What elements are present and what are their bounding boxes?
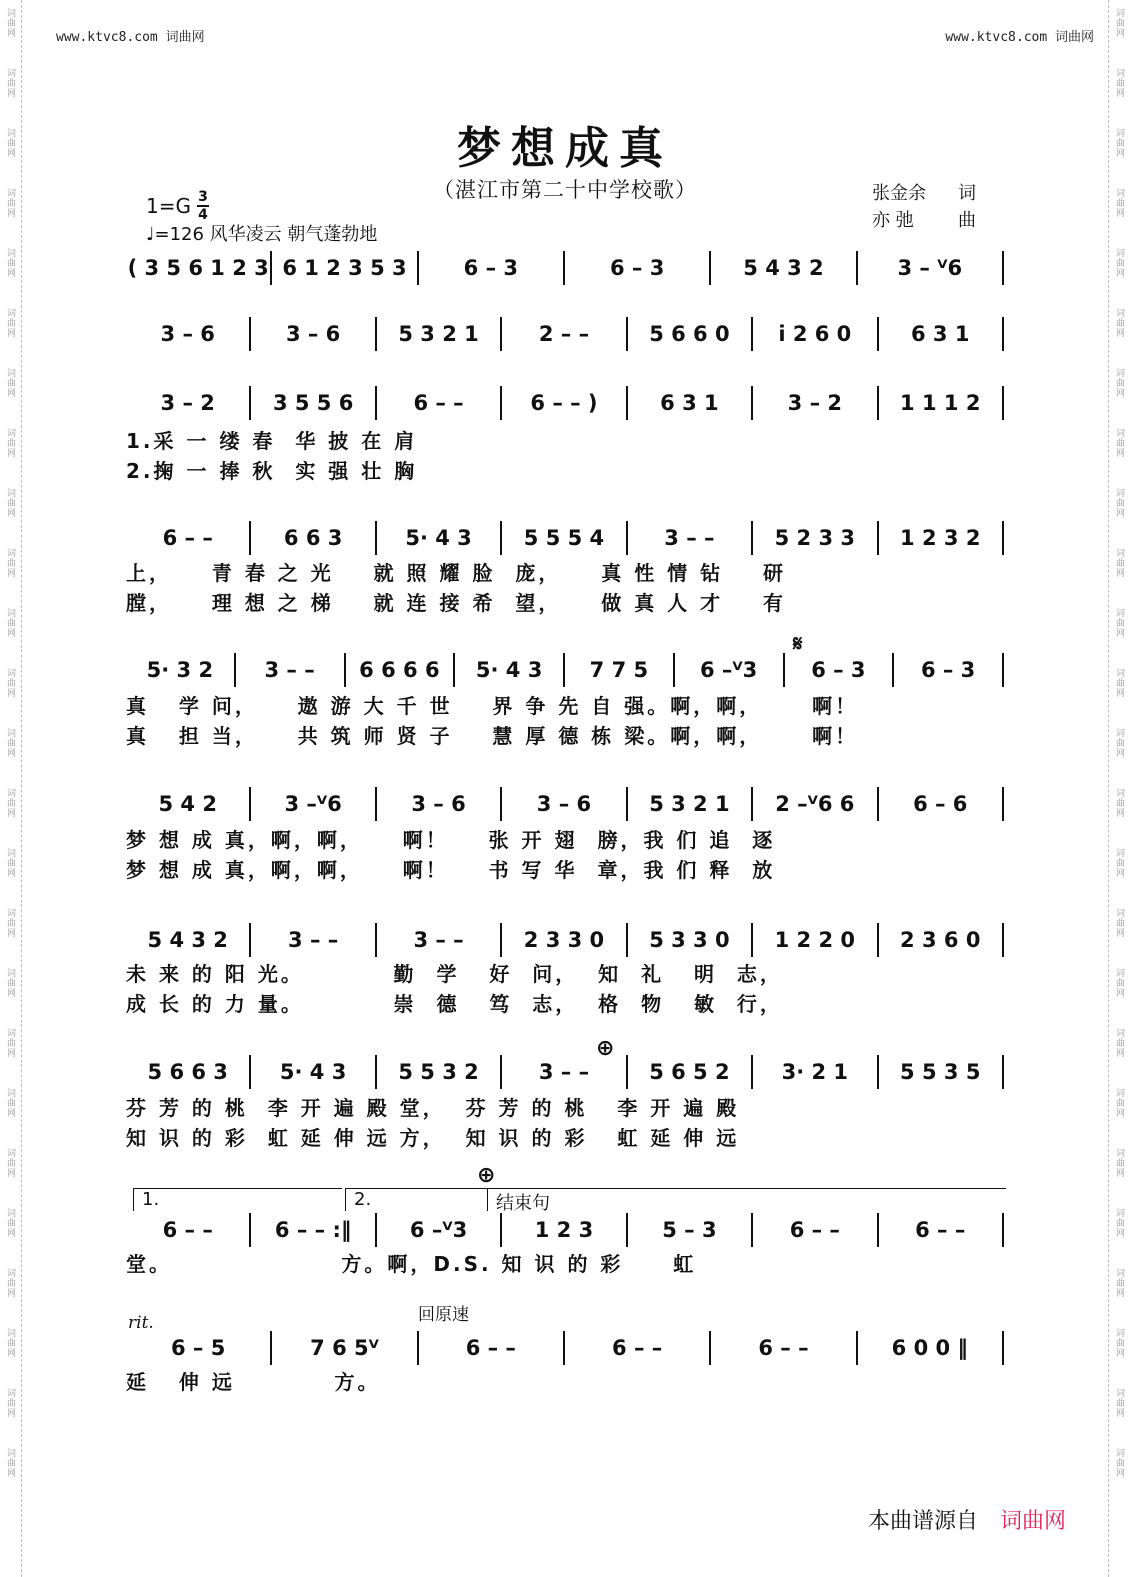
measure: 3 – 6 xyxy=(285,322,341,346)
watermark-text: 词曲网 xyxy=(5,1088,15,1118)
measure: 6 – – ) xyxy=(530,391,598,415)
measure: 6 – 3 xyxy=(920,658,976,682)
volta-first-ending: 1. xyxy=(133,1188,342,1211)
measure: 3 – – xyxy=(288,928,339,952)
song-title: 梦想成真 xyxy=(457,123,673,174)
measure: 5 5 3 2 xyxy=(398,1060,479,1084)
measure: 5 4 2 xyxy=(158,792,217,816)
measure: 5 2 3 3 xyxy=(774,526,856,550)
key-signature xyxy=(146,190,209,222)
watermark-text: 词曲网 xyxy=(5,488,15,518)
right-margin-watermark xyxy=(1108,0,1130,1577)
measure: 6 – 6 xyxy=(913,792,968,816)
score-row xyxy=(126,314,1004,354)
a-tempo-marking: 回原速 xyxy=(418,1305,469,1325)
watermark-text: 词曲网 xyxy=(1114,848,1124,878)
watermark-text: 词曲网 xyxy=(5,608,15,638)
watermark-text: 词曲网 xyxy=(5,248,15,278)
watermark-text: 词曲网 xyxy=(5,1148,15,1178)
tempo-marking: ♩=126 风华凌云 朝气蓬勃地 xyxy=(146,224,378,245)
watermark-text: 词曲网 xyxy=(1114,1448,1124,1478)
measure: 2 3 6 0 xyxy=(900,928,981,952)
measure: 6 – 5 xyxy=(170,1336,226,1360)
barline xyxy=(1002,787,1004,821)
watermark-text: 词曲网 xyxy=(5,128,15,158)
measure: 5· 4 3 xyxy=(405,526,472,550)
score-row xyxy=(126,518,1004,558)
watermark-text: 词曲网 xyxy=(5,1028,15,1058)
watermark-text: 词曲网 xyxy=(5,68,15,98)
watermark-text: 词曲网 xyxy=(1114,788,1124,818)
measure: 3 – 6 xyxy=(160,322,215,346)
watermark-text: 词曲网 xyxy=(1114,1328,1124,1358)
measure: 5 4 3 2 xyxy=(743,256,824,280)
measure: 6 – – xyxy=(758,1336,809,1360)
watermark-text: 词曲网 xyxy=(1114,308,1124,338)
measure: 5 5 3 5 xyxy=(900,1060,981,1084)
measure: 5 6 6 3 xyxy=(147,1060,228,1084)
watermark-text: 词曲网 xyxy=(5,428,15,458)
lyric-line: 芬 芳 的 桃 李 开 遍 殿 堂， 芬 芳 的 桃 李 开 遍 殿 xyxy=(126,1096,740,1120)
measure: 5 5 5 4 xyxy=(523,526,605,550)
watermark-text: 词曲网 xyxy=(5,188,15,218)
watermark-text: 词曲网 xyxy=(5,548,15,578)
measure: 1 2 2 0 xyxy=(774,928,856,952)
measure: 6 – – xyxy=(162,526,213,550)
measure: 3 –ⱽ6 xyxy=(284,792,342,816)
watermark-text: 词曲网 xyxy=(5,668,15,698)
measure: 3 – 2 xyxy=(160,391,215,415)
measure: 5 3 2 1 xyxy=(649,792,730,816)
site-watermark-top-right: www.ktvc8.com 词曲网 xyxy=(945,30,1094,45)
measure: 3 – – xyxy=(538,1060,590,1084)
watermark-text: 词曲网 xyxy=(5,308,15,338)
watermark-text: 词曲网 xyxy=(1114,548,1124,578)
measure: 3 – 2 xyxy=(787,391,842,415)
score-row xyxy=(126,248,1004,288)
left-margin-watermark xyxy=(0,0,22,1577)
watermark-text: 词曲网 xyxy=(5,1208,15,1238)
measure: 1 2 3 xyxy=(534,1218,594,1242)
measure: 6 3 1 xyxy=(660,391,719,415)
ending-phrase-label: 结束句 xyxy=(487,1188,1006,1211)
composer-credit: 亦 弛 曲 xyxy=(872,210,976,231)
barline xyxy=(1002,923,1004,957)
measure: 6 – – xyxy=(789,1218,840,1242)
measure: 1 1 1 2 xyxy=(900,391,981,415)
lyric-line: 延 伸 远 方。 xyxy=(126,1370,381,1394)
barline xyxy=(1002,521,1004,555)
score-row xyxy=(126,920,1004,960)
measure: 3 – – xyxy=(413,928,464,952)
measure: 5 4 3 2 xyxy=(147,928,228,952)
lyric-line: 梦 想 成 真，啊，啊， 啊！ 书 写 华 章，我 们 释 放 xyxy=(126,858,776,882)
credits xyxy=(872,180,976,234)
watermark-text: 词曲网 xyxy=(1114,1088,1124,1118)
measure: 7 7 5 xyxy=(589,658,649,682)
score-row xyxy=(126,383,1004,423)
measure: 6 –ⱽ3 xyxy=(699,658,758,682)
measure: i 2 6 0 xyxy=(778,322,852,346)
measure: 5 6 6 0 xyxy=(649,322,730,346)
watermark-text: 词曲网 xyxy=(5,368,15,398)
measure: 6 6 6 6 xyxy=(359,658,440,682)
watermark-text: 词曲网 xyxy=(1114,1208,1124,1238)
watermark-text: 词曲网 xyxy=(5,728,15,758)
segno-sign: 𝄋 xyxy=(793,632,803,657)
measure: 3· 2 1 xyxy=(781,1060,849,1084)
rit-marking: rit. xyxy=(128,1313,154,1333)
watermark-text: 词曲网 xyxy=(1114,488,1124,518)
measure: 6 – – xyxy=(162,1218,213,1242)
measure: 3 5 5 6 xyxy=(272,391,354,415)
score-row xyxy=(126,1328,1004,1368)
watermark-text: 词曲网 xyxy=(5,1268,15,1298)
watermark-text: 词曲网 xyxy=(5,968,15,998)
measure: ( 3 5 6 1 2 3 xyxy=(127,256,269,280)
lyric-line: 1.采 一 缕 春 华 披 在 肩 xyxy=(126,429,418,453)
barline xyxy=(1002,1213,1004,1247)
measure: 5· 3 2 xyxy=(146,658,214,682)
watermark-text: 词曲网 xyxy=(1114,1388,1124,1418)
lyric-line: 真 学 问， 遨 游 大 千 世 界 争 先 自 强。啊，啊， 啊！ xyxy=(126,694,859,718)
watermark-text: 词曲网 xyxy=(5,908,15,938)
coda-sign-ending: ⊕ xyxy=(477,1163,496,1188)
measure: 5 3 3 0 xyxy=(649,928,730,952)
lyricist-credit: 张金余 词 xyxy=(872,183,976,204)
score-row xyxy=(126,784,1004,824)
watermark-text: 词曲网 xyxy=(1114,668,1124,698)
measure: 3 – 6 xyxy=(411,792,466,816)
barline xyxy=(1002,653,1004,687)
measure: 6 – – xyxy=(915,1218,966,1242)
lyric-line: 真 担 当， 共 筑 师 贤 子 慧 厚 德 栋 梁。啊，啊， 啊！ xyxy=(126,724,859,748)
measure: 5 3 2 1 xyxy=(398,322,479,346)
measure: 6 – – xyxy=(612,1336,663,1360)
measure: 2 3 3 0 xyxy=(523,928,605,952)
source-text: 本曲谱源自 xyxy=(867,1509,978,1534)
watermark-text: 词曲网 xyxy=(1114,68,1124,98)
volta-second-ending: 2. xyxy=(345,1188,489,1211)
measure: 6 3 1 xyxy=(911,322,970,346)
brand-link[interactable]: 词曲网 xyxy=(999,1509,1066,1534)
score-row xyxy=(126,650,1004,690)
barline xyxy=(1002,317,1004,351)
barline xyxy=(1002,1331,1004,1365)
measure: 6 – 3 xyxy=(811,658,866,682)
lyric-line: 2.掬 一 捧 秋 实 强 壮 胸 xyxy=(126,459,418,483)
watermark-text: 词曲网 xyxy=(1114,1028,1124,1058)
key-label: 1=G xyxy=(146,194,191,218)
watermark-text: 词曲网 xyxy=(1114,1268,1124,1298)
measure: 3 – 6 xyxy=(536,792,592,816)
measure: 6 –ⱽ3 xyxy=(409,1218,468,1242)
watermark-text: 词曲网 xyxy=(1114,728,1124,758)
measure: 6 0 0 ‖ xyxy=(891,1336,968,1360)
measure: 5· 4 3 xyxy=(475,658,543,682)
time-signature: 3 4 xyxy=(198,189,208,223)
watermark-text: 词曲网 xyxy=(5,848,15,878)
watermark-text: 词曲网 xyxy=(5,788,15,818)
measure: 3 – – xyxy=(264,658,315,682)
measure: 3 – ⱽ6 xyxy=(897,256,963,280)
measure: 5· 4 3 xyxy=(279,1060,347,1084)
measure: 6 – – xyxy=(413,391,464,415)
source-footer xyxy=(868,1504,1066,1535)
score-row xyxy=(126,1052,1004,1092)
measure: 3 – – xyxy=(664,526,715,550)
lyric-line: 未 来 的 阳 光。 勤 学 好 问， 知 礼 明 志， xyxy=(126,962,783,986)
song-subtitle: （湛江市第二十中学校歌） xyxy=(433,178,697,202)
measure: 7 6 5ⱽ xyxy=(310,1336,379,1360)
lyric-line: 梦 想 成 真，啊，啊， 啊！ 张 开 翅 膀，我 们 追 逐 xyxy=(126,828,776,852)
measure: 6 – – xyxy=(465,1336,516,1360)
barline xyxy=(1002,1055,1004,1089)
measure: 6 1 2 3 5 3 xyxy=(282,256,407,280)
watermark-text: 词曲网 xyxy=(1114,968,1124,998)
measure: 6 – – :‖ xyxy=(274,1218,352,1242)
watermark-text: 词曲网 xyxy=(1114,188,1124,218)
barline xyxy=(1002,251,1004,285)
lyric-line: 上， 青 春 之 光 就 照 耀 脸 庞， 真 性 情 钻 研 xyxy=(126,561,786,585)
watermark-text: 词曲网 xyxy=(1114,908,1124,938)
watermark-text: 词曲网 xyxy=(1114,1148,1124,1178)
measure: 5 6 5 2 xyxy=(649,1060,730,1084)
measure: 6 – 3 xyxy=(609,256,665,280)
watermark-text: 词曲网 xyxy=(1114,8,1124,38)
watermark-text: 词曲网 xyxy=(5,8,15,38)
measure: 2 – – xyxy=(538,322,590,346)
watermark-text: 词曲网 xyxy=(5,1388,15,1418)
measure: 2 –ⱽ6 6 xyxy=(775,792,855,816)
watermark-text: 词曲网 xyxy=(1114,248,1124,278)
coda-sign: ⊕ xyxy=(596,1036,615,1061)
watermark-text: 词曲网 xyxy=(1114,428,1124,458)
watermark-text: 词曲网 xyxy=(1114,368,1124,398)
watermark-text: 词曲网 xyxy=(5,1328,15,1358)
lyric-line: 膛， 理 想 之 梯 就 连 接 希 望， 做 真 人 才 有 xyxy=(126,591,786,615)
watermark-text: 词曲网 xyxy=(1114,608,1124,638)
measure: 6 6 3 xyxy=(283,526,343,550)
score-row xyxy=(126,1210,1004,1250)
lyric-line: 成 长 的 力 量。 崇 德 笃 志， 格 物 敏 行， xyxy=(126,992,783,1016)
lyric-line: 堂。 方。啊，D.S. 知 识 的 彩 虹 xyxy=(126,1252,697,1276)
barline xyxy=(1002,386,1004,420)
lyric-line: 知 识 的 彩 虹 延 伸 远 方， 知 识 的 彩 虹 延 伸 远 xyxy=(126,1126,740,1150)
watermark-text: 词曲网 xyxy=(1114,128,1124,158)
measure: 6 – 3 xyxy=(463,256,518,280)
site-watermark-top-left: www.ktvc8.com 词曲网 xyxy=(56,30,205,45)
measure: 5 – 3 xyxy=(662,1218,717,1242)
measure: 1 2 3 2 xyxy=(900,526,981,550)
watermark-text: 词曲网 xyxy=(5,1448,15,1478)
